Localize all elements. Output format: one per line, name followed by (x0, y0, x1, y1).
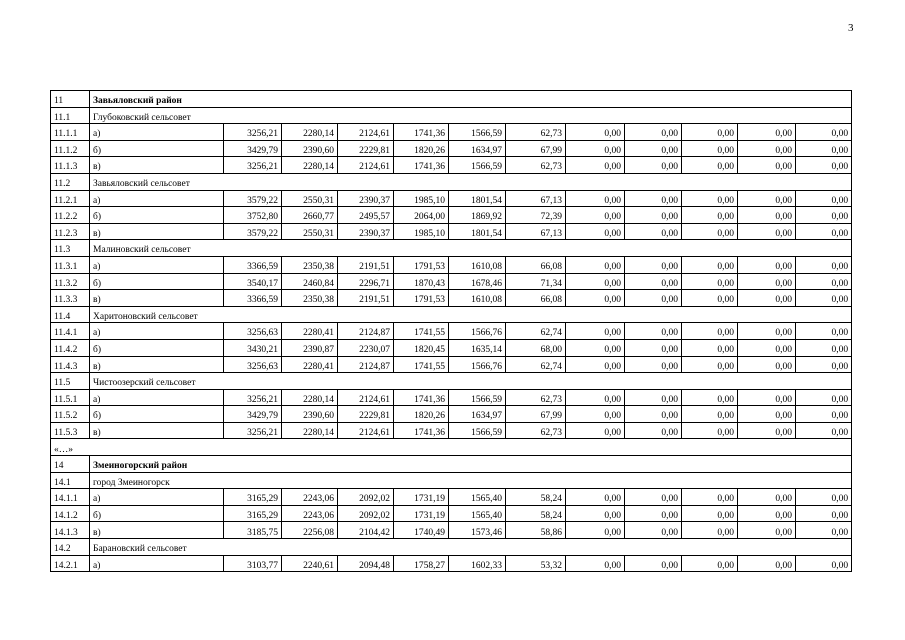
value-cell: 62,73 (506, 422, 566, 439)
value-cell: 0,00 (738, 339, 796, 356)
value-cell: 1820,45 (394, 339, 449, 356)
table-row (51, 140, 852, 157)
row-code: 11.5.3 (51, 422, 90, 439)
value-cell: 2243,06 (282, 489, 338, 506)
value-cell: 0,00 (796, 406, 852, 423)
value-cell: 1610,08 (449, 290, 506, 307)
settlement-row (51, 107, 852, 124)
row-label: а) (90, 489, 224, 506)
value-cell: 0,00 (625, 555, 682, 572)
value-cell: 0,00 (625, 290, 682, 307)
value-cell: 0,00 (796, 157, 852, 174)
value-cell: 3540,17 (224, 273, 282, 290)
value-cell: 0,00 (625, 389, 682, 406)
row-label: а) (90, 323, 224, 340)
settlement-row (51, 472, 852, 489)
value-cell: 0,00 (566, 124, 625, 141)
settlement-row (51, 240, 852, 257)
value-cell: 2256,08 (282, 522, 338, 539)
value-cell: 53,32 (506, 555, 566, 572)
value-cell: 1731,19 (394, 505, 449, 522)
value-cell: 1602,33 (449, 555, 506, 572)
value-cell: 2191,51 (338, 256, 394, 273)
value-cell: 2124,87 (338, 356, 394, 373)
value-cell: 2350,38 (282, 256, 338, 273)
value-cell: 0,00 (682, 290, 738, 307)
district-name: Змеиногорский район (90, 456, 852, 473)
value-cell: 1566,59 (449, 422, 506, 439)
row-code: 14 (51, 456, 90, 473)
row-code: 11.3.3 (51, 290, 90, 307)
value-cell: 3366,59 (224, 256, 282, 273)
value-cell: 0,00 (625, 124, 682, 141)
row-code: 11.2 (51, 173, 90, 190)
value-cell: 0,00 (566, 273, 625, 290)
row-label: б) (90, 140, 224, 157)
value-cell: 1731,19 (394, 489, 449, 506)
table-row (51, 157, 852, 174)
value-cell: 0,00 (566, 422, 625, 439)
value-cell: 2390,87 (282, 339, 338, 356)
value-cell: 3256,21 (224, 124, 282, 141)
value-cell: 0,00 (625, 190, 682, 207)
value-cell: 2092,02 (338, 505, 394, 522)
value-cell: 0,00 (682, 422, 738, 439)
table-row (51, 323, 852, 340)
value-cell: 0,00 (682, 323, 738, 340)
value-cell: 1741,36 (394, 157, 449, 174)
value-cell: 0,00 (796, 422, 852, 439)
value-cell: 2094,48 (338, 555, 394, 572)
value-cell: 0,00 (566, 505, 625, 522)
value-cell: 0,00 (682, 140, 738, 157)
value-cell: 0,00 (796, 290, 852, 307)
value-cell: 0,00 (625, 223, 682, 240)
value-cell: 1820,26 (394, 406, 449, 423)
value-cell: 2390,60 (282, 406, 338, 423)
row-code: 11.4.2 (51, 339, 90, 356)
value-cell: 0,00 (625, 256, 682, 273)
value-cell: 1820,26 (394, 140, 449, 157)
value-cell: 0,00 (738, 422, 796, 439)
value-cell: 1678,46 (449, 273, 506, 290)
value-cell: 0,00 (738, 190, 796, 207)
value-cell: 0,00 (796, 140, 852, 157)
row-code: 11.5.1 (51, 389, 90, 406)
value-cell: 0,00 (682, 273, 738, 290)
value-cell: 1741,36 (394, 124, 449, 141)
value-cell: 0,00 (738, 555, 796, 572)
value-cell: 0,00 (738, 273, 796, 290)
value-cell: 2550,31 (282, 190, 338, 207)
table-row (51, 256, 852, 273)
value-cell: 1634,97 (449, 406, 506, 423)
value-cell: 2350,38 (282, 290, 338, 307)
value-cell: 0,00 (566, 522, 625, 539)
value-cell: 66,08 (506, 290, 566, 307)
value-cell: 2229,81 (338, 406, 394, 423)
table-body (51, 91, 852, 572)
value-cell: 2064,00 (394, 207, 449, 224)
district-row (51, 456, 852, 473)
settlement-name: Чистоозерский сельсовет (90, 373, 852, 390)
value-cell: 2390,60 (282, 140, 338, 157)
table-row (51, 223, 852, 240)
settlement-name: Харитоновский сельсовет (90, 306, 852, 323)
value-cell: 0,00 (682, 157, 738, 174)
table-row (51, 522, 852, 539)
row-label: в) (90, 522, 224, 539)
value-cell: 0,00 (566, 389, 625, 406)
value-cell: 2280,41 (282, 356, 338, 373)
value-cell: 71,34 (506, 273, 566, 290)
value-cell: 0,00 (682, 489, 738, 506)
value-cell: 2240,61 (282, 555, 338, 572)
table-row (51, 389, 852, 406)
table-row (51, 190, 852, 207)
row-code: 11.3.2 (51, 273, 90, 290)
value-cell: 0,00 (682, 522, 738, 539)
settlement-name: Глубоковский сельсовет (90, 107, 852, 124)
value-cell: 3256,21 (224, 389, 282, 406)
value-cell: 3579,22 (224, 223, 282, 240)
value-cell: 1573,46 (449, 522, 506, 539)
row-code: 14.1 (51, 472, 90, 489)
value-cell: 0,00 (796, 323, 852, 340)
value-cell: 2460,84 (282, 273, 338, 290)
value-cell: 1985,10 (394, 223, 449, 240)
value-cell: 67,99 (506, 140, 566, 157)
value-cell: 0,00 (682, 555, 738, 572)
table-row (51, 124, 852, 141)
value-cell: 1635,14 (449, 339, 506, 356)
row-label: а) (90, 190, 224, 207)
value-cell: 2124,61 (338, 389, 394, 406)
row-label: в) (90, 356, 224, 373)
value-cell: 58,24 (506, 489, 566, 506)
value-cell: 1791,53 (394, 256, 449, 273)
row-label: а) (90, 555, 224, 572)
table-row (51, 406, 852, 423)
value-cell: 3429,79 (224, 406, 282, 423)
value-cell: 0,00 (625, 356, 682, 373)
value-cell: 0,00 (682, 124, 738, 141)
value-cell: 2124,61 (338, 124, 394, 141)
row-label: а) (90, 256, 224, 273)
value-cell: 0,00 (682, 223, 738, 240)
value-cell: 62,74 (506, 356, 566, 373)
value-cell: 1566,59 (449, 157, 506, 174)
value-cell: 0,00 (625, 157, 682, 174)
value-cell: 2280,14 (282, 389, 338, 406)
value-cell: 1985,10 (394, 190, 449, 207)
value-cell: 0,00 (566, 223, 625, 240)
row-code: 11.1.1 (51, 124, 90, 141)
value-cell: 0,00 (738, 489, 796, 506)
value-cell: 68,00 (506, 339, 566, 356)
value-cell: 0,00 (566, 323, 625, 340)
value-cell: 0,00 (738, 406, 796, 423)
value-cell: 72,39 (506, 207, 566, 224)
value-cell: 0,00 (738, 140, 796, 157)
row-label: а) (90, 389, 224, 406)
value-cell: 62,73 (506, 124, 566, 141)
value-cell: 0,00 (566, 256, 625, 273)
value-cell: 2124,61 (338, 422, 394, 439)
value-cell: 62,73 (506, 157, 566, 174)
settlement-row (51, 539, 852, 556)
value-cell: 3256,21 (224, 422, 282, 439)
row-code: 14.2.1 (51, 555, 90, 572)
value-cell: 1565,40 (449, 489, 506, 506)
value-cell: 1741,55 (394, 356, 449, 373)
value-cell: 0,00 (738, 356, 796, 373)
value-cell: 0,00 (682, 505, 738, 522)
value-cell: 1741,36 (394, 422, 449, 439)
value-cell: 0,00 (738, 323, 796, 340)
value-cell: 2092,02 (338, 489, 394, 506)
value-cell: 0,00 (796, 339, 852, 356)
value-cell: 3366,59 (224, 290, 282, 307)
district-name: Завьяловский район (90, 91, 852, 108)
value-cell: 0,00 (625, 422, 682, 439)
table-row (51, 273, 852, 290)
value-cell: 1758,27 (394, 555, 449, 572)
table-row (51, 422, 852, 439)
row-label: б) (90, 273, 224, 290)
value-cell: 2296,71 (338, 273, 394, 290)
value-cell: 2390,37 (338, 223, 394, 240)
row-code: 11.4.1 (51, 323, 90, 340)
value-cell: 0,00 (738, 124, 796, 141)
value-cell: 0,00 (682, 339, 738, 356)
value-cell: 2124,61 (338, 157, 394, 174)
value-cell: 0,00 (796, 522, 852, 539)
settlement-row (51, 173, 852, 190)
table-row (51, 356, 852, 373)
value-cell: 1801,54 (449, 190, 506, 207)
settlement-name: Малиновский сельсовет (90, 240, 852, 257)
value-cell: 0,00 (738, 290, 796, 307)
value-cell: 0,00 (738, 505, 796, 522)
row-code: 11.2.1 (51, 190, 90, 207)
value-cell: 0,00 (625, 406, 682, 423)
row-code: 11.4.3 (51, 356, 90, 373)
value-cell: 0,00 (566, 190, 625, 207)
value-cell: 2280,14 (282, 422, 338, 439)
table-row (51, 555, 852, 572)
row-code: 11.4 (51, 306, 90, 323)
row-code: 11 (51, 91, 90, 108)
value-cell: 0,00 (682, 406, 738, 423)
value-cell: 3752,80 (224, 207, 282, 224)
table-row (51, 505, 852, 522)
row-code: 11.5.2 (51, 406, 90, 423)
value-cell: 0,00 (566, 290, 625, 307)
value-cell: 1610,08 (449, 256, 506, 273)
value-cell: 0,00 (796, 223, 852, 240)
value-cell: 2550,31 (282, 223, 338, 240)
value-cell: 0,00 (796, 207, 852, 224)
value-cell: 1791,53 (394, 290, 449, 307)
value-cell: 3579,22 (224, 190, 282, 207)
value-cell: 0,00 (738, 157, 796, 174)
value-cell: 0,00 (682, 207, 738, 224)
value-cell: 0,00 (625, 273, 682, 290)
value-cell: 0,00 (625, 339, 682, 356)
value-cell: 1741,36 (394, 389, 449, 406)
value-cell: 3256,63 (224, 356, 282, 373)
value-cell: 1870,43 (394, 273, 449, 290)
value-cell: 2229,81 (338, 140, 394, 157)
value-cell: 2280,14 (282, 157, 338, 174)
value-cell: 0,00 (796, 489, 852, 506)
value-cell: 1634,97 (449, 140, 506, 157)
value-cell: 2280,14 (282, 124, 338, 141)
value-cell: 0,00 (738, 207, 796, 224)
value-cell: 2191,51 (338, 290, 394, 307)
value-cell: 2390,37 (338, 190, 394, 207)
value-cell: 0,00 (625, 489, 682, 506)
value-cell: 66,08 (506, 256, 566, 273)
value-cell: 1869,92 (449, 207, 506, 224)
row-label: б) (90, 505, 224, 522)
value-cell: 1801,54 (449, 223, 506, 240)
row-label: в) (90, 157, 224, 174)
value-cell: 0,00 (682, 356, 738, 373)
row-label: б) (90, 406, 224, 423)
row-label: б) (90, 339, 224, 356)
value-cell: 0,00 (566, 555, 625, 572)
value-cell: 0,00 (625, 323, 682, 340)
value-cell: 58,24 (506, 505, 566, 522)
value-cell: 0,00 (738, 223, 796, 240)
value-cell: 0,00 (796, 273, 852, 290)
value-cell: 0,00 (796, 389, 852, 406)
value-cell: 0,00 (566, 489, 625, 506)
value-cell: 0,00 (796, 505, 852, 522)
value-cell: 0,00 (796, 124, 852, 141)
value-cell: 1566,76 (449, 356, 506, 373)
row-code: 14.2 (51, 539, 90, 556)
table-row (51, 339, 852, 356)
row-code: 11.1 (51, 107, 90, 124)
row-label: а) (90, 124, 224, 141)
value-cell: 3256,63 (224, 323, 282, 340)
value-cell: 0,00 (738, 256, 796, 273)
value-cell: 3185,75 (224, 522, 282, 539)
tariff-table (50, 90, 852, 572)
value-cell: 0,00 (738, 522, 796, 539)
ellipsis-row (51, 439, 852, 456)
value-cell: 0,00 (796, 190, 852, 207)
row-code: 11.1.3 (51, 157, 90, 174)
value-cell: 2280,41 (282, 323, 338, 340)
value-cell: 0,00 (566, 157, 625, 174)
row-code: 11.2.3 (51, 223, 90, 240)
value-cell: 1565,40 (449, 505, 506, 522)
value-cell: 3429,79 (224, 140, 282, 157)
table-row (51, 489, 852, 506)
value-cell: 1566,59 (449, 389, 506, 406)
page-number: 3 (848, 22, 854, 34)
table-row (51, 290, 852, 307)
value-cell: 3256,21 (224, 157, 282, 174)
value-cell: 1740,49 (394, 522, 449, 539)
row-label: в) (90, 290, 224, 307)
value-cell: 2495,57 (338, 207, 394, 224)
value-cell: 67,13 (506, 190, 566, 207)
value-cell: 62,74 (506, 323, 566, 340)
value-cell: 62,73 (506, 389, 566, 406)
value-cell: 0,00 (566, 207, 625, 224)
row-code: 11.2.2 (51, 207, 90, 224)
value-cell: 0,00 (682, 256, 738, 273)
value-cell: 0,00 (566, 140, 625, 157)
value-cell: 0,00 (566, 339, 625, 356)
ellipsis-mark: «…» (51, 439, 852, 456)
value-cell: 3165,29 (224, 489, 282, 506)
settlement-row (51, 306, 852, 323)
value-cell: 58,86 (506, 522, 566, 539)
value-cell: 0,00 (625, 505, 682, 522)
row-code: 11.3.1 (51, 256, 90, 273)
value-cell: 2243,06 (282, 505, 338, 522)
value-cell: 1566,76 (449, 323, 506, 340)
value-cell: 0,00 (796, 256, 852, 273)
value-cell: 0,00 (566, 356, 625, 373)
value-cell: 3103,77 (224, 555, 282, 572)
table-row (51, 207, 852, 224)
value-cell: 0,00 (566, 406, 625, 423)
value-cell: 0,00 (625, 207, 682, 224)
settlement-name: город Змеиногорск (90, 472, 852, 489)
value-cell: 3165,29 (224, 505, 282, 522)
value-cell: 3430,21 (224, 339, 282, 356)
row-label: в) (90, 422, 224, 439)
value-cell: 0,00 (625, 522, 682, 539)
value-cell: 0,00 (796, 356, 852, 373)
value-cell: 67,99 (506, 406, 566, 423)
row-code: 14.1.2 (51, 505, 90, 522)
settlement-name: Завьяловский сельсовет (90, 173, 852, 190)
value-cell: 0,00 (682, 389, 738, 406)
settlement-name: Барановский сельсовет (90, 539, 852, 556)
row-code: 14.1.3 (51, 522, 90, 539)
value-cell: 0,00 (738, 389, 796, 406)
value-cell: 2124,87 (338, 323, 394, 340)
row-label: в) (90, 223, 224, 240)
value-cell: 2104,42 (338, 522, 394, 539)
value-cell: 0,00 (796, 555, 852, 572)
value-cell: 2660,77 (282, 207, 338, 224)
value-cell: 1741,55 (394, 323, 449, 340)
value-cell: 1566,59 (449, 124, 506, 141)
value-cell: 0,00 (682, 190, 738, 207)
row-code: 14.1.1 (51, 489, 90, 506)
row-code: 11.1.2 (51, 140, 90, 157)
row-code: 11.5 (51, 373, 90, 390)
value-cell: 67,13 (506, 223, 566, 240)
row-code: 11.3 (51, 240, 90, 257)
settlement-row (51, 373, 852, 390)
value-cell: 2230,07 (338, 339, 394, 356)
value-cell: 0,00 (625, 140, 682, 157)
district-row (51, 91, 852, 108)
row-label: б) (90, 207, 224, 224)
